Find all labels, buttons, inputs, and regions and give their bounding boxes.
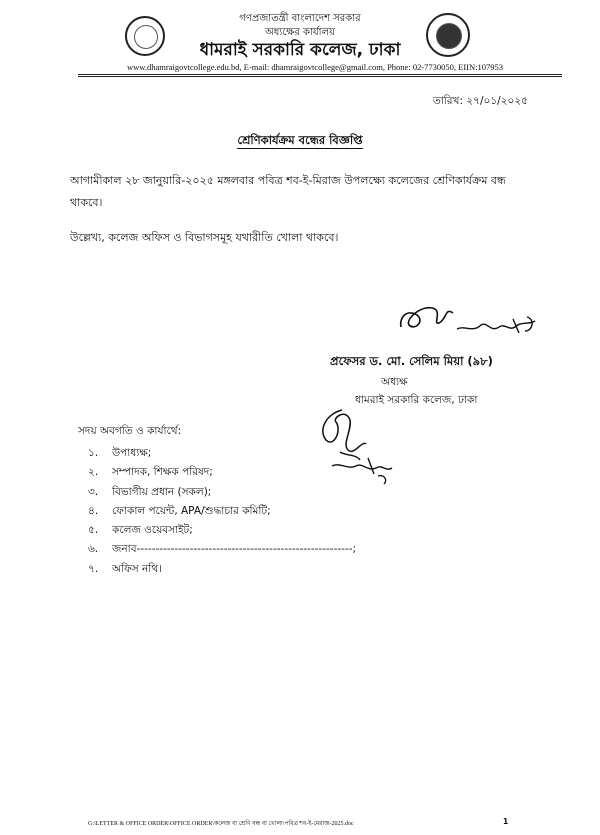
notice-title-text: শ্রেণিকার্যক্রম বন্ধের বিজ্ঞপ্তি: [237, 133, 363, 147]
list-item-number: ৫.: [88, 524, 99, 537]
notice-paragraph-2: উল্লেখ্য, কলেজ অফিস ও বিভাগসমূহ যথারীতি খোলা থাকবে।: [70, 231, 339, 244]
list-item: [88, 542, 528, 561]
list-item-text: জনাব---------------------------------------------------------;: [112, 543, 357, 556]
list-item: [88, 485, 528, 504]
list-item-text: ফোকাল পয়েন্ট, APA/শুদ্ধাচার কমিটি;: [112, 504, 271, 517]
page-number: 1: [503, 817, 509, 826]
header-rule: [78, 74, 562, 75]
distribution-heading: সদয় অবগতি ও কার্যার্থে:: [78, 425, 182, 437]
principal-signature: [395, 295, 555, 345]
list-item: [88, 446, 528, 465]
list-item-text: বিভাগীয় প্রধান (সকল);: [112, 485, 212, 498]
list-item-number: ১.: [88, 447, 99, 459]
list-item: [88, 523, 528, 542]
list-item-number: ২.: [88, 466, 99, 479]
list-item-text: অফিস নথি।: [112, 562, 162, 575]
list-item: [88, 465, 528, 484]
list-item: [88, 562, 528, 581]
list-item-number: ৩.: [88, 485, 99, 498]
file-path-footer: G:\LETTER & OFFICE ORDER\OFFICE ORDER\কলেজ বা শ্রেণি বন্ধ বা খোলা\পবিত্র শব-ই-মেরাজ-2025.doc: [88, 821, 354, 827]
signatory-name: প্রফেসর ড. মো. সেলিম মিয়া (৯৮): [330, 354, 493, 368]
contact-info: www.dhamraigovtcollege.edu.bd, E-mail: dhamraigovtcollege@gmail.com, Phone: 02-7730050, EIIN:107953: [127, 62, 503, 72]
list-item-number: ৭.: [88, 562, 99, 575]
list-item-text: উপাধ্যক্ষ;: [112, 447, 152, 459]
office-name: অধ্যক্ষের কার্যালয়: [265, 27, 335, 38]
college-name: ধামরাই সরকারি কলেজ, ঢাকা: [199, 40, 401, 60]
list-item-number: ৬.: [88, 543, 99, 556]
list-item-text: সম্পাদক, শিক্ষক পরিষদ;: [112, 466, 213, 479]
header-rule-2: [78, 76, 562, 77]
signatory-designation: অধ্যক্ষ: [381, 376, 408, 388]
notice-title: [0, 132, 600, 151]
signatory-institution: ধামরাই সরকারি কলেজ, ঢাকা: [355, 394, 478, 406]
distribution-list: [88, 446, 528, 581]
government-name: গণপ্রজাতন্ত্রী বাংলাদেশ সরকার: [239, 13, 361, 24]
list-item-text: কলেজ ওয়েবসাইট;: [112, 524, 193, 537]
list-item: [88, 504, 528, 523]
notice-paragraph-1: আগামীকাল ২৮ জানুয়ারি-২০২৫ মঙ্গলবার পবিত্র শব-ই-মিরাজ উপলক্ষ্যে কলেজের শ্রেণিকার্যক্রম বন্ধ থাকবে।: [70, 174, 506, 209]
list-item-number: ৪.: [88, 504, 99, 517]
notice-date: তারিখ: ২৭/০১/২০২৫: [432, 95, 528, 107]
